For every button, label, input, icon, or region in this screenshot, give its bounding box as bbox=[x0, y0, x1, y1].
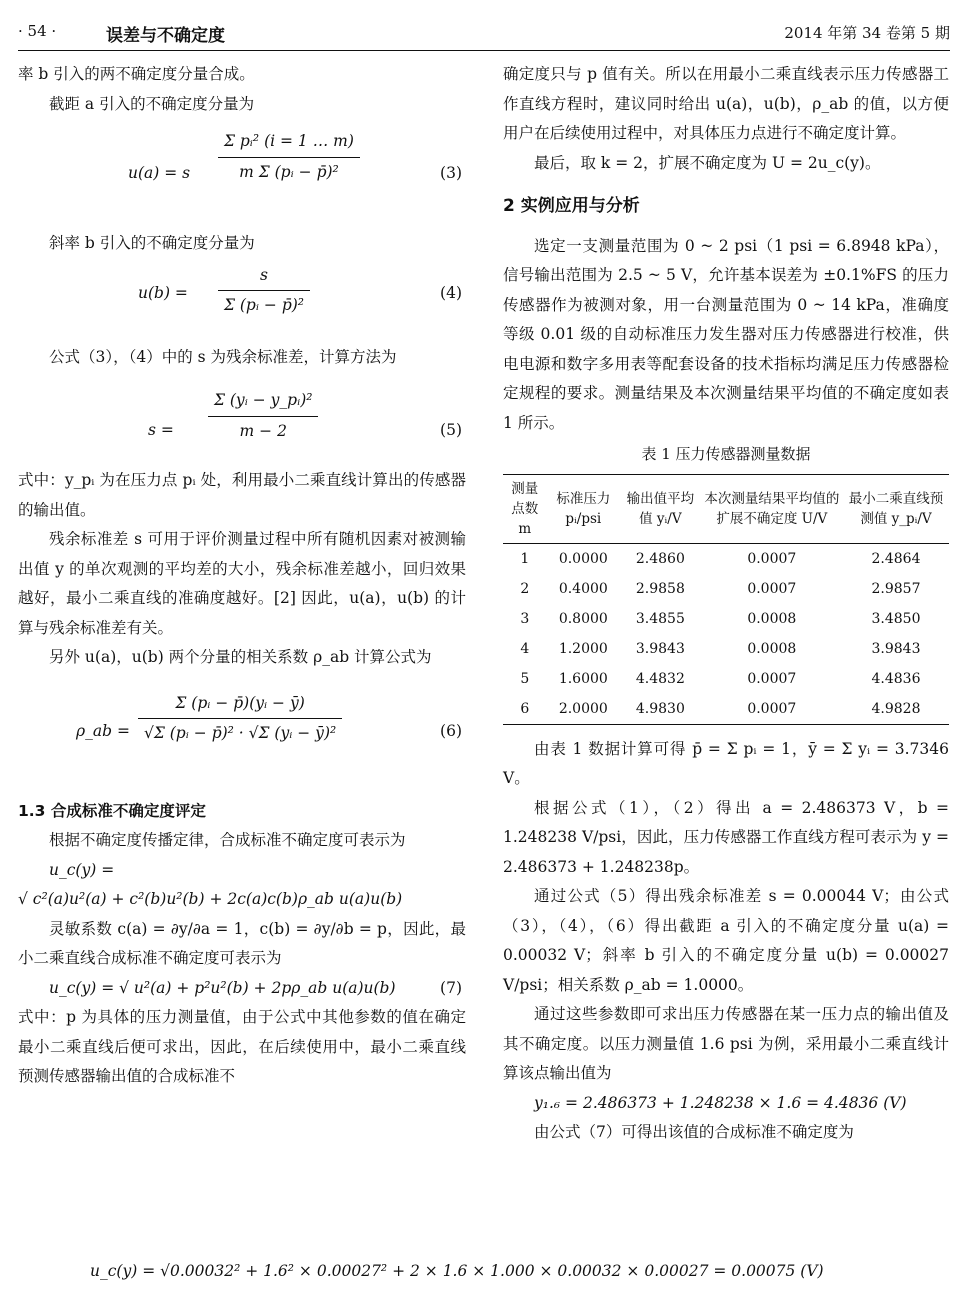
table-cell: 2.4860 bbox=[635, 550, 685, 567]
paragraph: 公式（3），（4）中的 s 为残余标准差，计算方法为 bbox=[49, 347, 397, 366]
paragraph: 根据不确定度传播定律，合成标准不确定度可表示为 bbox=[49, 831, 406, 849]
right-column bbox=[503, 60, 949, 1148]
paragraph: 由表 1 数据计算可得 p̄ = Σ pᵢ = 1，ȳ = Σ yᵢ = 3.7346 V。 bbox=[503, 739, 949, 787]
equation-numerator: Σ (yᵢ − y_pᵢ)² bbox=[208, 386, 318, 417]
table-header-cell: 最小二乘直线预测值 y_pᵢ/V bbox=[843, 474, 949, 543]
equation-numerator: Σ pᵢ² (i = 1 … m) bbox=[218, 127, 360, 158]
table-cell: 6 bbox=[503, 694, 547, 725]
section-heading: 1.3 合成标准不确定度评定 bbox=[18, 801, 206, 820]
table-cell: 2.9857 bbox=[871, 580, 921, 597]
table-row bbox=[503, 634, 949, 664]
equation-number: (6) bbox=[440, 721, 462, 740]
equation-denominator: Σ (pᵢ − p̄)² bbox=[224, 296, 304, 314]
equation-number: (4) bbox=[440, 283, 462, 302]
table-header-cell: 标准压力 pᵢ/psi bbox=[547, 474, 620, 543]
data-table bbox=[503, 474, 949, 725]
equation-y16: y₁.₆ = 2.486373 + 1.248238 × 1.6 = 4.4836 (V) bbox=[534, 1093, 907, 1112]
table-header-cell: 本次测量结果平均值的扩展不确定度 U/V bbox=[701, 474, 843, 543]
table-row bbox=[503, 604, 949, 634]
equation-numerator: s bbox=[218, 261, 310, 292]
paragraph: 式中：p 为具体的压力测量值，由于公式中其他参数的值在确定最小二乘直线后便可求出，因此，在后续使用中，最小二乘直线预测传感器输出值的合成标准不 bbox=[18, 1008, 466, 1085]
table-cell: 0.8000 bbox=[558, 610, 608, 627]
page-header bbox=[18, 20, 950, 51]
paragraph: 最后，取 k = 2，扩展不确定度为 U = 2u_c(y)。 bbox=[534, 153, 881, 172]
table-row bbox=[503, 574, 949, 604]
equation-number: (7) bbox=[440, 978, 462, 997]
table-row bbox=[503, 543, 949, 574]
equation-6: ρ_ab = $\frac{\text{Σ (pᵢ − p̄)(yᵢ − ȳ)}}{\text{√Σ (pᵢ − p̄)² · √Σ (yᵢ − ȳ)²}}$ (6) bbox=[18, 673, 466, 791]
table-header-cell: 测量点数 m bbox=[503, 474, 547, 543]
equation-denominator: m Σ (pᵢ − p̄)² bbox=[239, 162, 339, 181]
paragraph: 选定一支测量范围为 0 ~ 2 psi（1 psi = 6.8948 kPa），信号输出范围为 2.5 ~ 5 V，允许基本误差为 ±0.1%FS 的压力传感器作为被测对象，用一台测量范围为 0 ~ 14 kPa，准确度等级 0.01 级的自动标准压力发生器对压力传感器进行校准，供电电源和数字多用表等配套设备的技术指标均满足压力传感器检定规程的要求。测量结果及本次测量结果平均值的不确定度如表 1 所示。 bbox=[503, 236, 949, 432]
table-cell: 4.9830 bbox=[620, 694, 701, 725]
table-cell: 3 bbox=[520, 610, 530, 627]
table-row bbox=[503, 664, 949, 694]
table-cell: 1.2000 bbox=[558, 640, 608, 657]
table-cell: 3.9843 bbox=[635, 640, 685, 657]
paragraph: 确定度只与 p 值有关。所以在用最小二乘直线表示压力传感器工作直线方程时，建议同时给出 u(a)，u(b)，ρ_ab 的值，以方便用户在后续使用过程中，对具体压力点进行不确定度计算。 bbox=[503, 65, 949, 142]
table-cell: 2.9858 bbox=[635, 580, 685, 597]
table-cell: 0.4000 bbox=[558, 580, 608, 597]
table-cell: 3.4855 bbox=[635, 610, 685, 627]
table-cell: 0.0007 bbox=[747, 670, 797, 687]
table-cell: 5 bbox=[520, 670, 530, 687]
paragraph: 根据公式（1），（2）得出 a = 2.486373 V，b = 1.248238 V/psi，因此，压力传感器工作直线方程可表示为 y = 2.486373 + 1.248238p。 bbox=[503, 798, 949, 876]
equation-denominator: √Σ (pᵢ − p̄)² · √Σ (yᵢ − ȳ)² bbox=[144, 724, 337, 742]
table-cell: 4.4832 bbox=[635, 670, 685, 687]
table-cell: 4.4836 bbox=[871, 670, 921, 687]
table-cell: 4 bbox=[520, 640, 530, 657]
table-cell: 2 bbox=[520, 580, 530, 597]
paragraph: 率 b 引入的两不确定度分量合成。 bbox=[18, 65, 255, 83]
page-number: · 54 · bbox=[18, 22, 57, 40]
paragraph: 残余标准差 s 可用于评价测量过程中所有随机因素对被测输出值 y 的单次观测的平均差的大小，残余标准差越小，回归效果越好，最小二乘直线的准确度越好。[2] 因此，u(a)，u(b) 的计算与残余标准差有关。 bbox=[18, 530, 466, 637]
table-header-cell: 输出值平均值 yᵢ/V bbox=[620, 474, 701, 543]
paragraph: 由公式（7）可得出该值的合成标准不确定度为 bbox=[534, 1123, 854, 1141]
table-cell: 3.9843 bbox=[871, 640, 921, 657]
table-cell: 2.4864 bbox=[871, 550, 921, 567]
equation-denominator: m − 2 bbox=[239, 421, 287, 440]
equation-3: u(a) = s $\frac{\text{Σ pᵢ² (i = 1 … m)}}{\text{m Σ (pᵢ − p̄)²}}$ (3) bbox=[18, 119, 466, 229]
table-cell: 4.9828 bbox=[843, 694, 949, 725]
paragraph: 灵敏系数 c(a) = ∂y/∂a = 1，c(b) = ∂y/∂b = p，因此，最小二乘直线合成标准不确定度可表示为 bbox=[18, 919, 466, 967]
paragraph: 式中：y_pᵢ 为在压力点 pᵢ 处，利用最小二乘直线计算出的传感器的输出值。 bbox=[18, 471, 466, 519]
equation-number: (3) bbox=[440, 164, 462, 182]
section-heading: 2 实例应用与分析 bbox=[503, 196, 640, 216]
equation-7: u_c(y) = √ u²(a) + p²u²(b) + 2pρ_ab u(a)u(b) (7) bbox=[18, 974, 466, 1004]
equation-number: (5) bbox=[440, 421, 462, 439]
equation-uc-body: √ c²(a)u²(a) + c²(b)u²(b) + 2c(a)c(b)ρ_ab u(a)u(b) bbox=[18, 890, 403, 908]
equation-4: u(b) = $\frac{s}{\text{Σ (pᵢ − p̄)²}}$ (4) bbox=[18, 259, 466, 343]
table-cell: 0.0000 bbox=[558, 550, 608, 567]
paragraph: 另外 u(a)，u(b) 两个分量的相关系数 ρ_ab 计算公式为 bbox=[49, 648, 432, 666]
table-cell: 2.0000 bbox=[547, 694, 620, 725]
table-caption: 表 1 压力传感器测量数据 bbox=[641, 445, 811, 463]
table-cell: 0.0007 bbox=[701, 694, 843, 725]
paragraph: 通过公式（5）得出残余标准差 s = 0.00044 V；由公式（3），（4），（6）得出截距 a 引入的不确定度分量 u(a) = 0.00032 V；斜率 b 引入的不确定度分量 u(b) = 0.00027 V/psi；相关系数 ρ_ab = 1.0000。 bbox=[503, 887, 949, 994]
table-cell: 1.6000 bbox=[558, 670, 608, 687]
table-cell: 0.0008 bbox=[747, 610, 797, 627]
bottom-equation: u_c(y) = √0.00032² + 1.6² × 0.00027² + 2 × 1.6 × 1.000 × 0.00032 × 0.00027 = 0.00075 (V) bbox=[90, 1262, 824, 1280]
table-cell: 0.0007 bbox=[747, 580, 797, 597]
paragraph: 通过这些参数即可求出压力传感器在某一压力点的输出值及其不确定度。以压力测量值 1.6 psi 为例，采用最小二乘直线计算该点输出值为 bbox=[503, 1005, 949, 1082]
left-column bbox=[18, 60, 466, 1092]
equation-5: s = $\frac{\text{Σ (yᵢ − y\_pᵢ)²}}{m - 2}$ (5) bbox=[18, 372, 466, 466]
issue-label: 2014 年第 34 卷第 5 期 bbox=[784, 24, 950, 42]
equation-numerator: Σ (pᵢ − p̄)(yᵢ − ȳ) bbox=[138, 689, 342, 720]
paragraph: 截距 a 引入的不确定度分量为 bbox=[49, 94, 255, 113]
paragraph: 斜率 b 引入的不确定度分量为 bbox=[49, 234, 255, 252]
table-cell: 1 bbox=[520, 550, 530, 567]
table-cell: 0.0007 bbox=[747, 550, 797, 567]
table-cell: 0.0008 bbox=[747, 640, 797, 657]
equation-uc: u_c(y) = bbox=[49, 860, 115, 879]
table-cell: 3.4850 bbox=[871, 610, 921, 627]
table-row bbox=[503, 694, 949, 725]
table-header-row bbox=[503, 474, 949, 543]
table-body bbox=[503, 543, 949, 724]
section-title: 误差与不确定度 bbox=[106, 26, 225, 46]
